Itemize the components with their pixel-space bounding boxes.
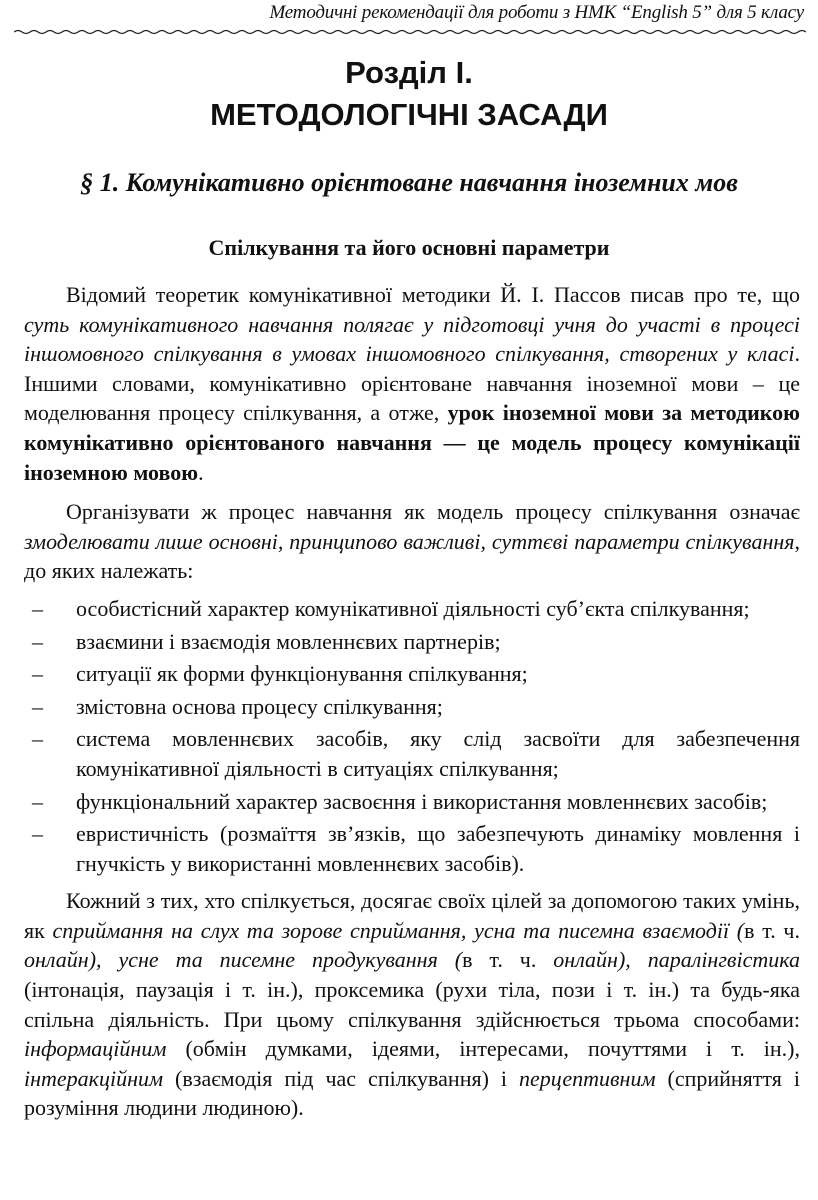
- bold-run: урок іноземної мови за методикою комунікативно орієнтованого навчання — це модель процесу комунікації іноземною мовою: [24, 400, 800, 485]
- list-item: – система мовленнєвих засобів, яку слід засвоїти для забезпечення комунікативної діяльності в ситуаціях спілкування;: [76, 724, 800, 783]
- chapter-number: Розділ І.: [345, 55, 473, 90]
- list-item: – функціональний характер засвоєння і використання мовленнєвих засобів;: [76, 787, 800, 817]
- chapter-name: МЕТОДОЛОГІЧНІ ЗАСАДИ: [210, 97, 608, 132]
- parameters-list: [24, 594, 800, 878]
- list-item: – змістовна основа процесу спілкування;: [76, 692, 800, 722]
- text-run: в т. ч.: [744, 917, 800, 943]
- text-run: Відомий теоретик комунікативної методики Й. І. Пассов писав про те, що: [66, 282, 800, 307]
- list-item: – особистісний характер комунікативної діяльності суб’єкта спілкування;: [76, 594, 800, 624]
- list-item: – взаємини і взаємодія мовленнєвих партнерів;: [76, 627, 800, 657]
- running-head: Методичні рекомендації для роботи з НМК “English 5” для 5 класу: [269, 2, 804, 23]
- italic-run: змоделювати лише основні, принципово важливі, суттєві параметри спілкування: [24, 528, 795, 554]
- italic-run: суть комунікативного навчання полягає у підготовці учня до участі в процесі іншомовного спілкування в умовах іншомовного спілкування, створених у класі: [24, 311, 800, 367]
- text-run: .: [198, 459, 204, 485]
- list-item: – ситуації як форми функціонування спілкування;: [76, 659, 800, 689]
- italic-run: онлайн), паралінгвістика: [553, 947, 800, 973]
- text-run: Організувати ж процес навчання як модель процесу спілкування означає: [66, 499, 800, 525]
- text-run: (обмін думками, ідеями, інтересами, почуттями і т. ін.),: [166, 1036, 800, 1062]
- paragraph-1: [24, 280, 800, 487]
- text-run: в т. ч.: [462, 947, 554, 973]
- text-run: (інтонація, паузація і т. ін.), проксемика (рухи тіла, пози і т. ін.) та будь-яка спільна діяльність. При цьому спілкування здійснюється трьома способами:: [24, 977, 800, 1032]
- italic-run: перцептивним: [519, 1065, 656, 1091]
- text-run: . Іншими словами, комунікативно орієнтоване навчання іноземної мови – це моделювання процесу спілкування, а отже,: [24, 341, 800, 426]
- list-item: – евристичність (розмаїття зв’язків, що забезпечують динаміку мовлення і гнучкість у використанні мовленнєвих засобів).: [76, 819, 800, 878]
- sub-heading: Спілкування та його основні параметри: [208, 235, 610, 260]
- body-text: [24, 280, 800, 1123]
- chapter-title: [0, 52, 818, 136]
- italic-run: інформаційним: [24, 1036, 167, 1062]
- text-run: , до яких належать:: [24, 528, 800, 584]
- text-run: (сприйняття і розуміння людини людиною).: [24, 1065, 800, 1121]
- section-heading: § 1. Комунікативно орієнтоване навчання іноземних мов: [80, 168, 738, 197]
- italic-run: сприймання на слух та зорове сприймання, усна та писемна взаємодії (: [52, 917, 745, 943]
- paragraph-2: [24, 497, 800, 586]
- italic-run: інтеракційним: [24, 1065, 164, 1091]
- header-wavy-rule: [14, 28, 806, 36]
- text-run: Кожний з тих, хто спілкується, досягає своїх цілей за допомогою таких умінь, як: [24, 888, 800, 943]
- text-run: (взаємодія під час спілкування) і: [163, 1065, 520, 1091]
- italic-run: онлайн), усне та писемне продукування (: [24, 947, 463, 973]
- paragraph-3: [24, 886, 800, 1123]
